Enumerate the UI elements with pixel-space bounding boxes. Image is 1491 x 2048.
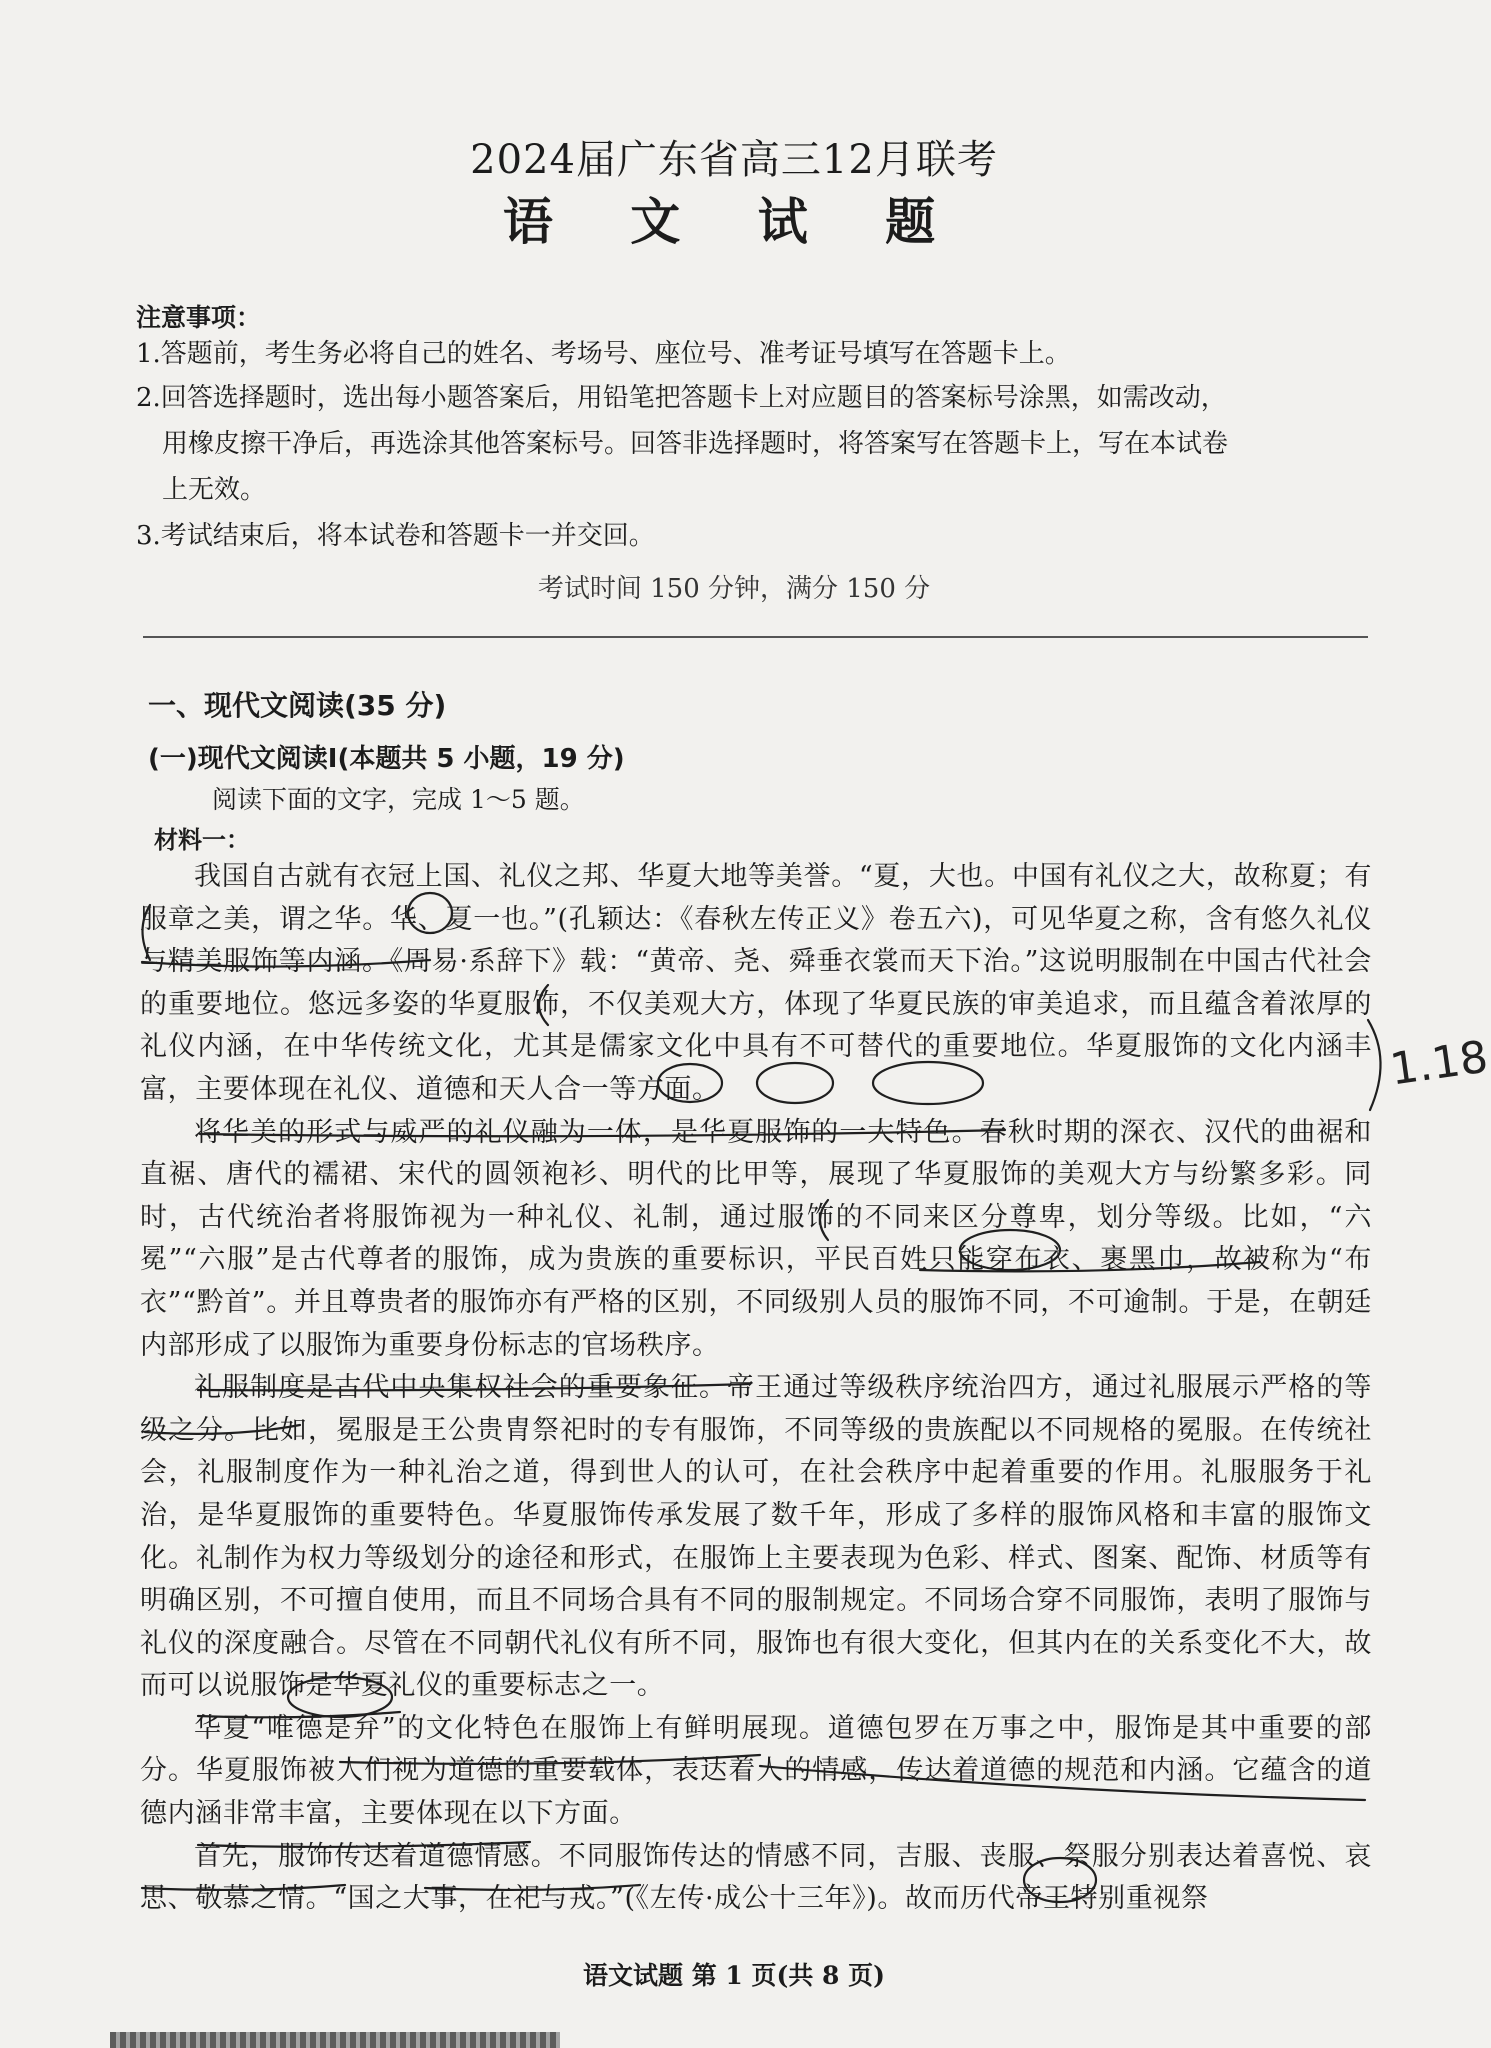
material-label: 材料一： xyxy=(154,826,250,854)
notice-item-2-line-2: 用橡皮擦干净后，再选涂其他答案标号。回答非选择题时，将答案写在答题卡上，写在本试卷 xyxy=(162,429,1229,459)
handwritten-margin-note: 1.18 xyxy=(1386,1031,1491,1096)
notice-title: 注意事项： xyxy=(136,303,262,332)
notice-item-2-line-3: 上无效。 xyxy=(162,475,267,505)
section-subheading: (一)现代文阅读Ⅰ(本题共 5 小题，19 分) xyxy=(148,744,625,774)
scan-edge-strip xyxy=(110,2032,560,2048)
notice-item-3: 3.考试结束后，将本试卷和答题卡一并交回。 xyxy=(136,521,655,551)
reading-instruction: 阅读下面的文字，完成 1～5 题。 xyxy=(212,785,585,814)
divider xyxy=(143,636,1368,638)
paragraph-2: 将华美的形式与威严的礼仪融为一体，是华夏服饰的一大特色。春秋时期的深衣、汉代的曲裾和直裾、唐代的襦裙、宋代的圆领袍衫、明代的比甲等，展现了华夏服饰的美观大方与纷繁多彩。同时，古代统治者将服饰视为一种礼仪、礼制，通过服饰的不同来区分尊卑，划分等级。比如，“六冕”“六服”是古代尊者的服饰，成为贵族的重要标识，平民百姓只能穿布衣、裹黑巾，故被称为“布衣”“黔首”。并且尊贵者的服饰亦有严格的区别，不同级别人员的服饰不同，不可逾制。于是，在朝廷内部形成了以服饰为重要身份标志的官场秩序。 xyxy=(140,1116,1372,1361)
paragraph-3: 礼服制度是古代中央集权社会的重要象征。帝王通过等级秩序统治四方，通过礼服展示严格的等级之分。比如，冕服是王公贵胄祭祀时的专有服饰，不同等级的贵族配以不同规格的冕服。在传统社会，礼服制度作为一种礼治之道，得到世人的认可，在社会秩序中起着重要的作用。礼服服务于礼治，是华夏服饰的重要特色。华夏服饰传承发展了数千年，形成了多样的服饰风格和丰富的服饰文化。礼制作为权力等级划分的途径和形式，在服饰上主要表现为色彩、样式、图案、配饰、材质等有明确区别，不可擅自使用，而且不同场合具有不同的服制规定。不同场合穿不同服饰，表明了服饰与礼仪的深度融合。尽管在不同朝代礼仪有所不同，服饰也有很大变化，但其内在的关系变化不大，故而可以说服饰是华夏礼仪的重要标志之一。 xyxy=(140,1372,1372,1702)
section-heading: 一、现代文阅读(35 分) xyxy=(148,689,447,722)
paragraph-5: 首先，服饰传达着道德情感。不同服饰传达的情感不同，吉服、丧服、祭服分别表达着喜悦、哀思、敬慕之情。“国之大事，在祀与戎。”(《左传·成公十三年》)。故而历代帝王特别重视祭 xyxy=(140,1840,1372,1915)
subject-title: 语 文 试 题 xyxy=(502,193,966,251)
paragraph-1: 我国自古就有衣冠上国、礼仪之邦、华夏大地等美誉。“夏，大也。中国有礼仪之大，故称夏；有服章之美，谓之华。华、夏一也。”(孔颖达：《春秋左传正义》卷五六)，可见华夏之称，含有悠久礼仪与精美服饰等内涵。《周易·系辞下》载：“黄帝、尧、舜垂衣裳而天下治。”这说明服制在中国古代社会的重要地位。悠远多姿的华夏服饰，不仅美观大方，体现了华夏民族的审美追求，而且蕴含着浓厚的礼仪内涵，在中华传统文化，尤其是儒家文化中具有不可替代的重要地位。华夏服饰的文化内涵丰富，主要体现在礼仪、道德和天人合一等方面。 xyxy=(140,861,1372,1105)
exam-time: 考试时间 150 分钟，满分 150 分 xyxy=(537,574,931,604)
exam-name: 2024届广东省高三12月联考 xyxy=(470,137,998,183)
notice-item-1: 1.答题前，考生务必将自己的姓名、考场号、座位号、准考证号填写在答题卡上。 xyxy=(136,339,1071,369)
notice-item-2-line-1: 2.回答选择题时，选出每小题答案后，用铅笔把答题卡上对应题目的答案标号涂黑，如需改动， xyxy=(136,383,1227,413)
page-footer: 语文试题 第 1 页(共 8 页) xyxy=(583,1961,885,1990)
paragraph-4: 华夏“唯德是弁”的文化特色在服饰上有鲜明展现。道德包罗在万事之中，服饰是其中重要的部分。华夏服饰被人们视为道德的重要载体，表达着人的情感，传达着道德的规范和内涵。它蕴含的道德内涵非常丰富，主要体现在以下方面。 xyxy=(140,1712,1372,1830)
reading-passage xyxy=(140,856,1372,1921)
